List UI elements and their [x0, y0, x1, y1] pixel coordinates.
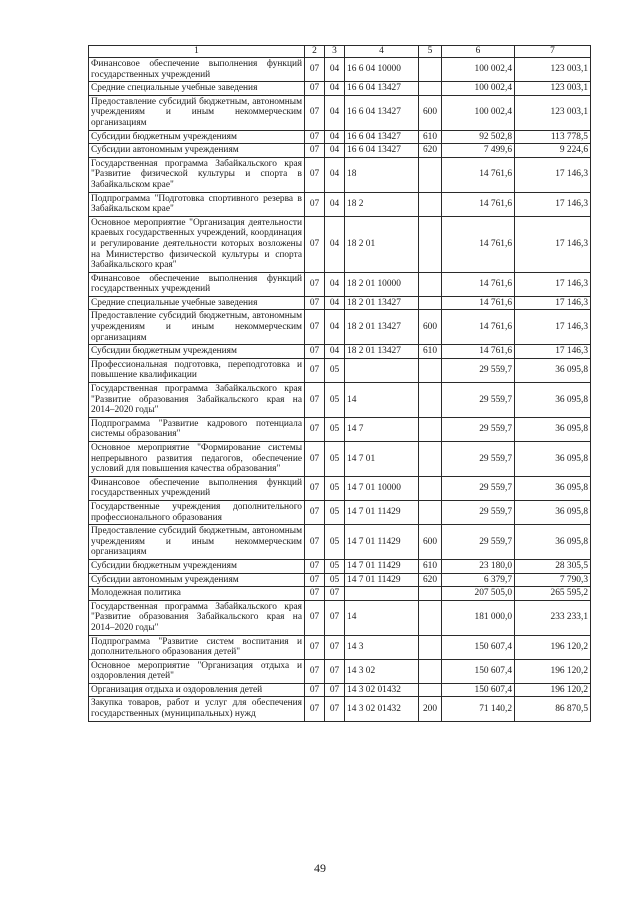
row-subsection-cell: 04 — [325, 82, 345, 96]
row-subsection-cell: 07 — [325, 683, 345, 697]
row-amount-2-cell: 233 233,1 — [515, 600, 591, 635]
row-expense-type-cell — [419, 58, 442, 82]
row-amount-1-cell: 29 559,7 — [442, 442, 515, 477]
row-amount-1-cell: 150 607,4 — [442, 683, 515, 697]
row-expense-type-cell: 610 — [419, 130, 442, 144]
row-section-cell: 07 — [305, 476, 325, 500]
row-amount-2-cell: 196 120,2 — [515, 659, 591, 683]
row-name-cell: Профессиональная подготовка, переподготовка и повышение квалификации — [89, 358, 305, 382]
row-amount-2-cell: 196 120,2 — [515, 635, 591, 659]
row-amount-1-cell: 29 559,7 — [442, 383, 515, 418]
row-amount-1-cell: 71 140,2 — [442, 697, 515, 721]
table-row — [89, 130, 591, 144]
table-row — [89, 82, 591, 96]
row-target-article-cell: 16 6 04 13427 — [345, 130, 419, 144]
row-amount-2-cell: 17 146,3 — [515, 345, 591, 359]
table-row — [89, 500, 591, 524]
row-target-article-cell: 18 2 01 13427 — [345, 296, 419, 310]
row-section-cell: 07 — [305, 683, 325, 697]
table-row — [89, 476, 591, 500]
table-row — [89, 58, 591, 82]
row-amount-2-cell: 123 003,1 — [515, 82, 591, 96]
row-name-cell: Государственная программа Забайкальского края "Развитие образования Забайкальского края на 2014–2020 годы" — [89, 600, 305, 635]
row-section-cell: 07 — [305, 587, 325, 601]
row-amount-1-cell: 150 607,4 — [442, 659, 515, 683]
row-expense-type-cell: 200 — [419, 697, 442, 721]
row-name-cell: Государственная программа Забайкальского края "Развитие физической культуры и спорта в Забайкальском крае" — [89, 157, 305, 192]
row-name-cell: Основное мероприятие "Формирование системы непрерывного развития педагогов, обеспечение условий для повышения качества образования" — [89, 442, 305, 477]
row-target-article-cell: 14 — [345, 600, 419, 635]
row-expense-type-cell — [419, 216, 442, 272]
table-row — [89, 417, 591, 441]
budget-table-body — [89, 46, 591, 722]
row-amount-2-cell: 113 778,5 — [515, 130, 591, 144]
row-expense-type-cell — [419, 383, 442, 418]
row-amount-1-cell: 14 761,6 — [442, 345, 515, 359]
row-subsection-cell: 07 — [325, 697, 345, 721]
header-cell: 7 — [515, 46, 591, 58]
row-section-cell: 07 — [305, 417, 325, 441]
row-subsection-cell: 04 — [325, 272, 345, 296]
row-target-article-cell: 18 2 01 13427 — [345, 310, 419, 345]
row-amount-1-cell: 92 502,8 — [442, 130, 515, 144]
row-target-article-cell: 18 2 01 13427 — [345, 345, 419, 359]
row-amount-1-cell: 14 761,6 — [442, 296, 515, 310]
row-expense-type-cell: 600 — [419, 525, 442, 560]
row-name-cell: Средние специальные учебные заведения — [89, 296, 305, 310]
row-subsection-cell: 07 — [325, 659, 345, 683]
row-amount-1-cell: 6 379,7 — [442, 573, 515, 587]
row-subsection-cell: 04 — [325, 95, 345, 130]
row-amount-2-cell: 196 120,2 — [515, 683, 591, 697]
row-amount-1-cell: 29 559,7 — [442, 525, 515, 560]
row-target-article-cell — [345, 587, 419, 601]
row-amount-1-cell: 7 499,6 — [442, 144, 515, 158]
row-name-cell: Предоставление субсидий бюджетным, автономным учреждениям и иным некоммерческим организациям — [89, 95, 305, 130]
row-section-cell: 07 — [305, 82, 325, 96]
row-amount-1-cell: 14 761,6 — [442, 310, 515, 345]
table-row — [89, 683, 591, 697]
row-expense-type-cell — [419, 157, 442, 192]
row-subsection-cell: 07 — [325, 635, 345, 659]
row-section-cell: 07 — [305, 358, 325, 382]
row-amount-1-cell: 100 002,4 — [442, 58, 515, 82]
row-amount-1-cell: 29 559,7 — [442, 476, 515, 500]
row-expense-type-cell — [419, 82, 442, 96]
row-section-cell: 07 — [305, 144, 325, 158]
row-amount-1-cell: 14 761,6 — [442, 192, 515, 216]
row-expense-type-cell — [419, 476, 442, 500]
table-row — [89, 144, 591, 158]
row-name-cell: Основное мероприятие "Организация отдыха и оздоровления детей" — [89, 659, 305, 683]
row-section-cell: 07 — [305, 525, 325, 560]
header-cell: 4 — [345, 46, 419, 58]
row-section-cell: 07 — [305, 130, 325, 144]
row-expense-type-cell — [419, 417, 442, 441]
row-target-article-cell: 14 3 02 01432 — [345, 697, 419, 721]
row-amount-1-cell: 207 505,0 — [442, 587, 515, 601]
row-amount-1-cell: 100 002,4 — [442, 82, 515, 96]
row-name-cell: Финансовое обеспечение выполнения функций государственных учреждений — [89, 476, 305, 500]
row-subsection-cell: 04 — [325, 192, 345, 216]
row-target-article-cell: 14 7 01 11429 — [345, 500, 419, 524]
row-subsection-cell: 04 — [325, 310, 345, 345]
row-amount-2-cell: 17 146,3 — [515, 296, 591, 310]
table-row — [89, 358, 591, 382]
row-amount-1-cell: 14 761,6 — [442, 157, 515, 192]
row-amount-1-cell: 100 002,4 — [442, 95, 515, 130]
row-section-cell: 07 — [305, 697, 325, 721]
table-row — [89, 559, 591, 573]
row-subsection-cell: 05 — [325, 417, 345, 441]
row-target-article-cell: 14 7 01 11429 — [345, 525, 419, 560]
row-name-cell: Субсидии бюджетным учреждениям — [89, 559, 305, 573]
row-name-cell: Субсидии бюджетным учреждениям — [89, 130, 305, 144]
row-subsection-cell: 07 — [325, 600, 345, 635]
row-name-cell: Финансовое обеспечение выполнения функций государственных учреждений — [89, 272, 305, 296]
table-row — [89, 573, 591, 587]
table-row — [89, 157, 591, 192]
row-subsection-cell: 04 — [325, 216, 345, 272]
row-subsection-cell: 05 — [325, 500, 345, 524]
table-row — [89, 525, 591, 560]
row-expense-type-cell — [419, 659, 442, 683]
row-name-cell: Основное мероприятие "Организация деятельности краевых государственных учреждений, координация и регулирование деятельности которых возложены на Министерство физической культуры и спорта Забайкальского края" — [89, 216, 305, 272]
row-subsection-cell: 04 — [325, 144, 345, 158]
table-row — [89, 216, 591, 272]
table-row — [89, 383, 591, 418]
row-subsection-cell: 05 — [325, 525, 345, 560]
table-row — [89, 442, 591, 477]
table-row — [89, 635, 591, 659]
row-expense-type-cell: 610 — [419, 559, 442, 573]
row-target-article-cell: 14 7 01 — [345, 442, 419, 477]
row-target-article-cell: 14 — [345, 383, 419, 418]
row-section-cell: 07 — [305, 58, 325, 82]
table-row — [89, 310, 591, 345]
row-expense-type-cell — [419, 500, 442, 524]
row-expense-type-cell: 620 — [419, 573, 442, 587]
header-cell: 6 — [442, 46, 515, 58]
row-target-article-cell: 16 6 04 10000 — [345, 58, 419, 82]
row-section-cell: 07 — [305, 383, 325, 418]
table-row — [89, 600, 591, 635]
header-cell: 3 — [325, 46, 345, 58]
row-expense-type-cell — [419, 192, 442, 216]
row-amount-2-cell: 36 095,8 — [515, 500, 591, 524]
row-amount-2-cell: 123 003,1 — [515, 95, 591, 130]
row-amount-2-cell: 123 003,1 — [515, 58, 591, 82]
row-section-cell: 07 — [305, 559, 325, 573]
row-target-article-cell — [345, 358, 419, 382]
row-target-article-cell: 18 2 01 10000 — [345, 272, 419, 296]
table-row — [89, 95, 591, 130]
row-subsection-cell: 04 — [325, 58, 345, 82]
row-name-cell: Подпрограмма "Развитие кадрового потенциала системы образования" — [89, 417, 305, 441]
row-expense-type-cell — [419, 600, 442, 635]
row-name-cell: Средние специальные учебные заведения — [89, 82, 305, 96]
row-amount-1-cell: 23 180,0 — [442, 559, 515, 573]
row-subsection-cell: 05 — [325, 573, 345, 587]
row-section-cell: 07 — [305, 573, 325, 587]
row-amount-2-cell: 86 870,5 — [515, 697, 591, 721]
row-expense-type-cell — [419, 635, 442, 659]
row-amount-2-cell: 17 146,3 — [515, 192, 591, 216]
row-expense-type-cell — [419, 358, 442, 382]
row-expense-type-cell — [419, 587, 442, 601]
row-subsection-cell: 04 — [325, 296, 345, 310]
header-cell: 5 — [419, 46, 442, 58]
row-expense-type-cell — [419, 272, 442, 296]
row-name-cell: Предоставление субсидий бюджетным, автономным учреждениям и иным некоммерческим организациям — [89, 525, 305, 560]
row-subsection-cell: 05 — [325, 358, 345, 382]
table-row — [89, 272, 591, 296]
row-expense-type-cell — [419, 296, 442, 310]
row-amount-2-cell: 17 146,3 — [515, 310, 591, 345]
row-section-cell: 07 — [305, 500, 325, 524]
row-amount-2-cell: 17 146,3 — [515, 157, 591, 192]
row-amount-2-cell: 17 146,3 — [515, 272, 591, 296]
row-section-cell: 07 — [305, 345, 325, 359]
row-expense-type-cell: 600 — [419, 95, 442, 130]
row-amount-2-cell: 9 224,6 — [515, 144, 591, 158]
row-name-cell: Государственная программа Забайкальского края "Развитие образования Забайкальского края на 2014–2020 годы" — [89, 383, 305, 418]
row-name-cell: Подпрограмма "Развитие систем воспитания и дополнительного образования детей" — [89, 635, 305, 659]
row-name-cell: Субсидии автономным учреждениям — [89, 573, 305, 587]
table-row — [89, 587, 591, 601]
header-cell: 2 — [305, 46, 325, 58]
row-amount-2-cell: 36 095,8 — [515, 442, 591, 477]
row-amount-2-cell: 17 146,3 — [515, 216, 591, 272]
row-amount-1-cell: 150 607,4 — [442, 635, 515, 659]
row-amount-2-cell: 265 595,2 — [515, 587, 591, 601]
row-expense-type-cell — [419, 442, 442, 477]
row-amount-1-cell: 14 761,6 — [442, 216, 515, 272]
row-amount-2-cell: 36 095,8 — [515, 525, 591, 560]
row-amount-2-cell: 36 095,8 — [515, 383, 591, 418]
row-amount-1-cell: 29 559,7 — [442, 358, 515, 382]
row-amount-1-cell: 29 559,7 — [442, 417, 515, 441]
row-amount-2-cell: 36 095,8 — [515, 358, 591, 382]
row-name-cell: Молодежная политика — [89, 587, 305, 601]
row-subsection-cell: 07 — [325, 587, 345, 601]
row-name-cell: Субсидии бюджетным учреждениям — [89, 345, 305, 359]
row-section-cell: 07 — [305, 192, 325, 216]
row-amount-2-cell: 28 305,5 — [515, 559, 591, 573]
header-cell: 1 — [89, 46, 305, 58]
row-name-cell: Организация отдыха и оздоровления детей — [89, 683, 305, 697]
row-target-article-cell: 14 3 02 — [345, 659, 419, 683]
row-section-cell: 07 — [305, 157, 325, 192]
row-name-cell: Субсидии автономным учреждениям — [89, 144, 305, 158]
row-section-cell: 07 — [305, 310, 325, 345]
row-target-article-cell: 14 7 01 11429 — [345, 573, 419, 587]
row-subsection-cell: 05 — [325, 559, 345, 573]
table-row — [89, 659, 591, 683]
row-expense-type-cell — [419, 683, 442, 697]
row-target-article-cell: 18 — [345, 157, 419, 192]
row-section-cell: 07 — [305, 659, 325, 683]
row-subsection-cell: 05 — [325, 442, 345, 477]
row-expense-type-cell: 600 — [419, 310, 442, 345]
row-target-article-cell: 14 3 — [345, 635, 419, 659]
row-target-article-cell: 16 6 04 13427 — [345, 95, 419, 130]
row-name-cell: Государственные учреждения дополнительного профессионального образования — [89, 500, 305, 524]
row-target-article-cell: 16 6 04 13427 — [345, 82, 419, 96]
row-name-cell: Финансовое обеспечение выполнения функций государственных учреждений — [89, 58, 305, 82]
row-subsection-cell: 05 — [325, 383, 345, 418]
row-target-article-cell: 18 2 01 — [345, 216, 419, 272]
row-name-cell: Подпрограмма "Подготовка спортивного резерва в Забайкальском крае" — [89, 192, 305, 216]
page-number: 49 — [314, 861, 326, 875]
table-row — [89, 345, 591, 359]
row-subsection-cell: 05 — [325, 476, 345, 500]
table-row — [89, 296, 591, 310]
row-subsection-cell: 04 — [325, 130, 345, 144]
row-subsection-cell: 04 — [325, 345, 345, 359]
row-name-cell: Закупка товаров, работ и услуг для обеспечения государственных (муниципальных) нужд — [89, 697, 305, 721]
table-header-row — [89, 46, 591, 58]
row-target-article-cell: 14 3 02 01432 — [345, 683, 419, 697]
budget-table — [88, 45, 591, 722]
row-section-cell: 07 — [305, 635, 325, 659]
row-expense-type-cell: 610 — [419, 345, 442, 359]
row-target-article-cell: 14 7 — [345, 417, 419, 441]
row-section-cell: 07 — [305, 296, 325, 310]
row-section-cell: 07 — [305, 442, 325, 477]
table-row — [89, 192, 591, 216]
table-row — [89, 697, 591, 721]
row-section-cell: 07 — [305, 272, 325, 296]
row-amount-2-cell: 36 095,8 — [515, 417, 591, 441]
row-target-article-cell: 14 7 01 11429 — [345, 559, 419, 573]
row-subsection-cell: 04 — [325, 157, 345, 192]
row-target-article-cell: 18 2 — [345, 192, 419, 216]
row-name-cell: Предоставление субсидий бюджетным, автономным учреждениям и иным некоммерческим организациям — [89, 310, 305, 345]
row-target-article-cell: 16 6 04 13427 — [345, 144, 419, 158]
row-amount-2-cell: 36 095,8 — [515, 476, 591, 500]
row-section-cell: 07 — [305, 600, 325, 635]
row-amount-1-cell: 181 000,0 — [442, 600, 515, 635]
row-target-article-cell: 14 7 01 10000 — [345, 476, 419, 500]
row-amount-1-cell: 14 761,6 — [442, 272, 515, 296]
row-amount-2-cell: 7 790,3 — [515, 573, 591, 587]
row-amount-1-cell: 29 559,7 — [442, 500, 515, 524]
row-expense-type-cell: 620 — [419, 144, 442, 158]
row-section-cell: 07 — [305, 216, 325, 272]
row-section-cell: 07 — [305, 95, 325, 130]
